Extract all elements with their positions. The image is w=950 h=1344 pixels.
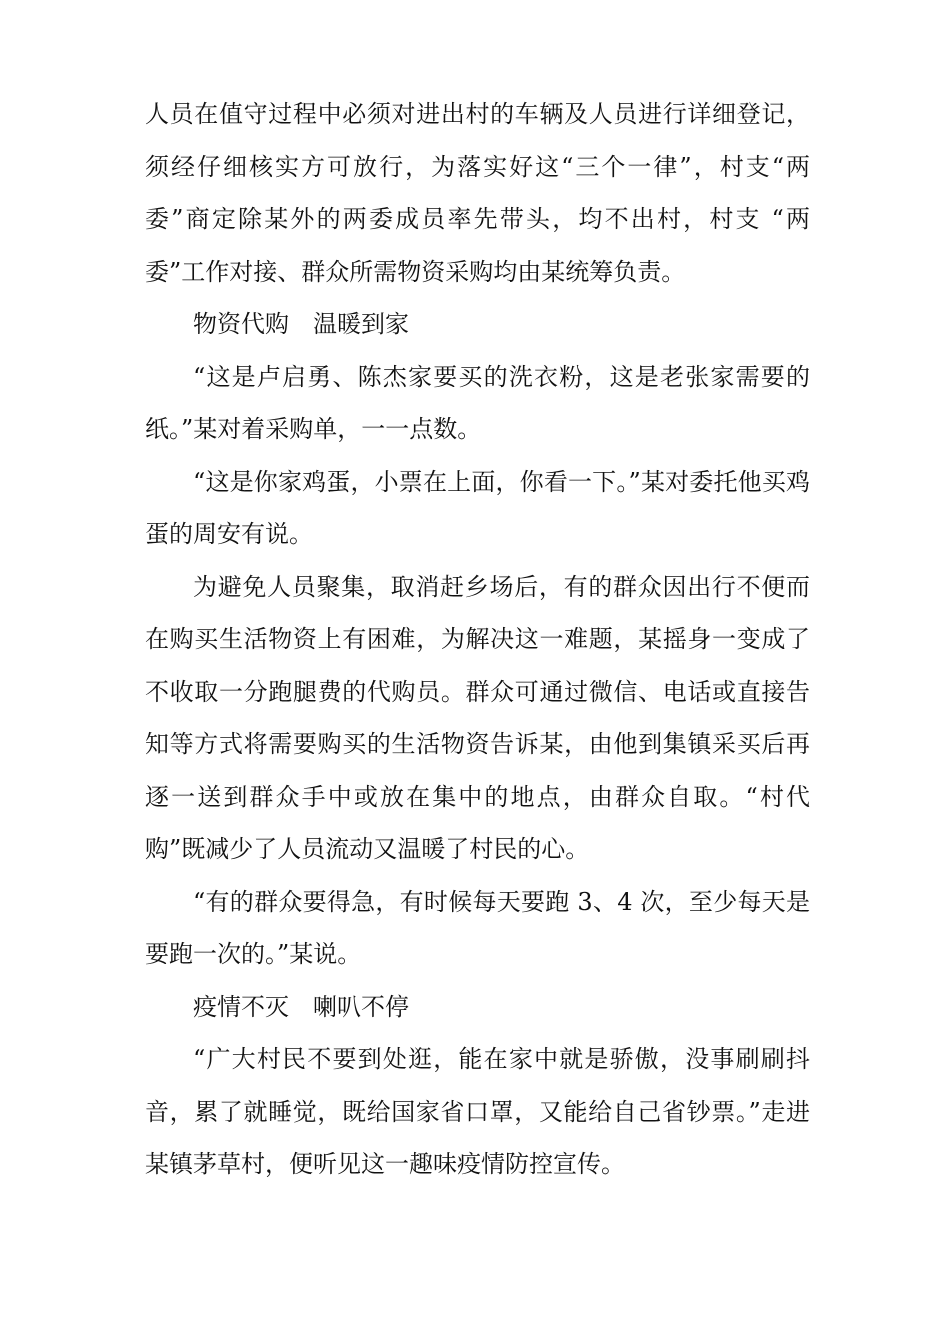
body-paragraph-1: 人员在值守过程中必须对进出村的车辆及人员进行详细登记，须经仔细核实方可放行，为落实好这“三个一律”，村支“两委”商定除某外的两委成员率先带头，均不出村，村支 “两委”工作对接、群众所需物资采购均由某统筹负责。 [145,100,810,286]
body-paragraph-5: 为避免人员聚集，取消赶乡场后，有的群众因出行不便而在购买生活物资上有困难，为解决这一难题，某摇身一变成了不收取一分跑腿费的代购员。群众可通过微信、电话或直接告知等方式将需要购买的生活物资告诉某，由他到集镇采买后再逐一送到群众手中或放在集中的地点，由群众自取。“村代购”既减少了人员流动又温暖了村民的心。 [145,572,810,863]
document-body [145,88,810,1191]
body-paragraph-6: “有的群众要得急，有时候每天要跑 3、4 次，至少每天是要跑一次的。”某说。 [145,887,810,968]
body-paragraph-4: “这是你家鸡蛋，小票在上面，你看一下。”某对委托他买鸡蛋的周安有说。 [145,467,810,548]
body-paragraph-3: “这是卢启勇、陈杰家要买的洗衣粉，这是老张家需要的纸。”某对着采购单，一一点数。 [145,362,810,443]
section-heading-material-purchase: 物资代购 温暖到家 [193,310,409,338]
body-paragraph-8: “广大村民不要到处逛，能在家中就是骄傲，没事刷刷抖音，累了就睡觉，既给国家省口罩，又能给自己省钞票。”走进某镇茅草村，便听见这一趣味疫情防控宣传。 [145,1045,810,1178]
section-heading-loudspeaker: 疫情不灭 喇叭不停 [193,992,409,1021]
